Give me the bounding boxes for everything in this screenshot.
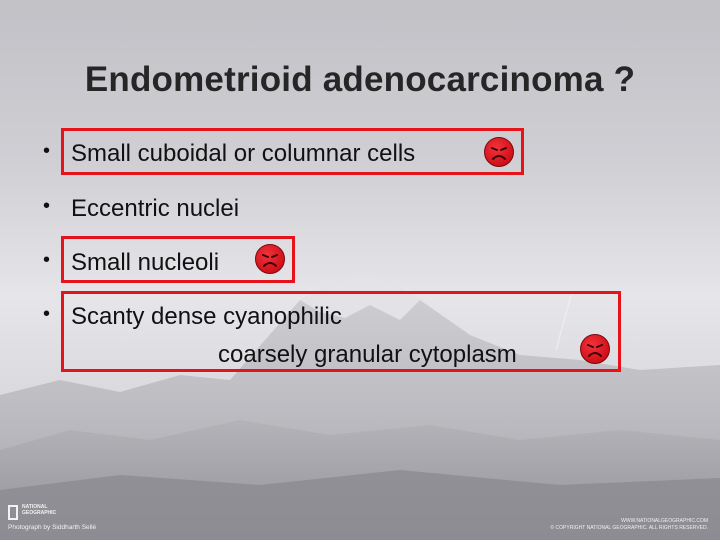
photo-credit: Photograph by Siddharth Sellé (8, 524, 97, 531)
bullet-text-4-line-2: coarsely granular cytoplasm (218, 341, 517, 368)
angry-face-icon (484, 137, 514, 167)
copyright-notice (550, 518, 708, 532)
bullet-marker: • (43, 140, 51, 162)
bullet-marker: • (43, 195, 51, 217)
national-geographic-logo-icon (8, 505, 18, 520)
bullet-marker: • (43, 249, 51, 271)
copyright-line-2: © COPYRIGHT NATIONAL GEOGRAPHIC. ALL RIGHTS RESERVED. (550, 525, 708, 531)
highlight-box-1 (61, 128, 524, 175)
bullet-text-2: Eccentric nuclei (71, 195, 240, 222)
angry-face-icon (255, 244, 285, 274)
bullet-marker: • (43, 303, 51, 325)
bullet-text-4-line-1: Scanty dense cyanophilic (71, 303, 342, 330)
angry-face-icon (580, 334, 610, 364)
slide-title: Endometrioid adenocarcinoma ? (84, 60, 636, 99)
logo-text: NATIONAL GEOGRAPHIC (22, 504, 57, 516)
copyright-line-1: WWW.NATIONALGEOGRAPHIC.COM (621, 518, 708, 524)
bullet-text-3: Small nucleoli (71, 249, 220, 276)
bullet-text-1: Small cuboidal or columnar cells (71, 140, 416, 167)
highlight-box-4 (61, 291, 621, 372)
